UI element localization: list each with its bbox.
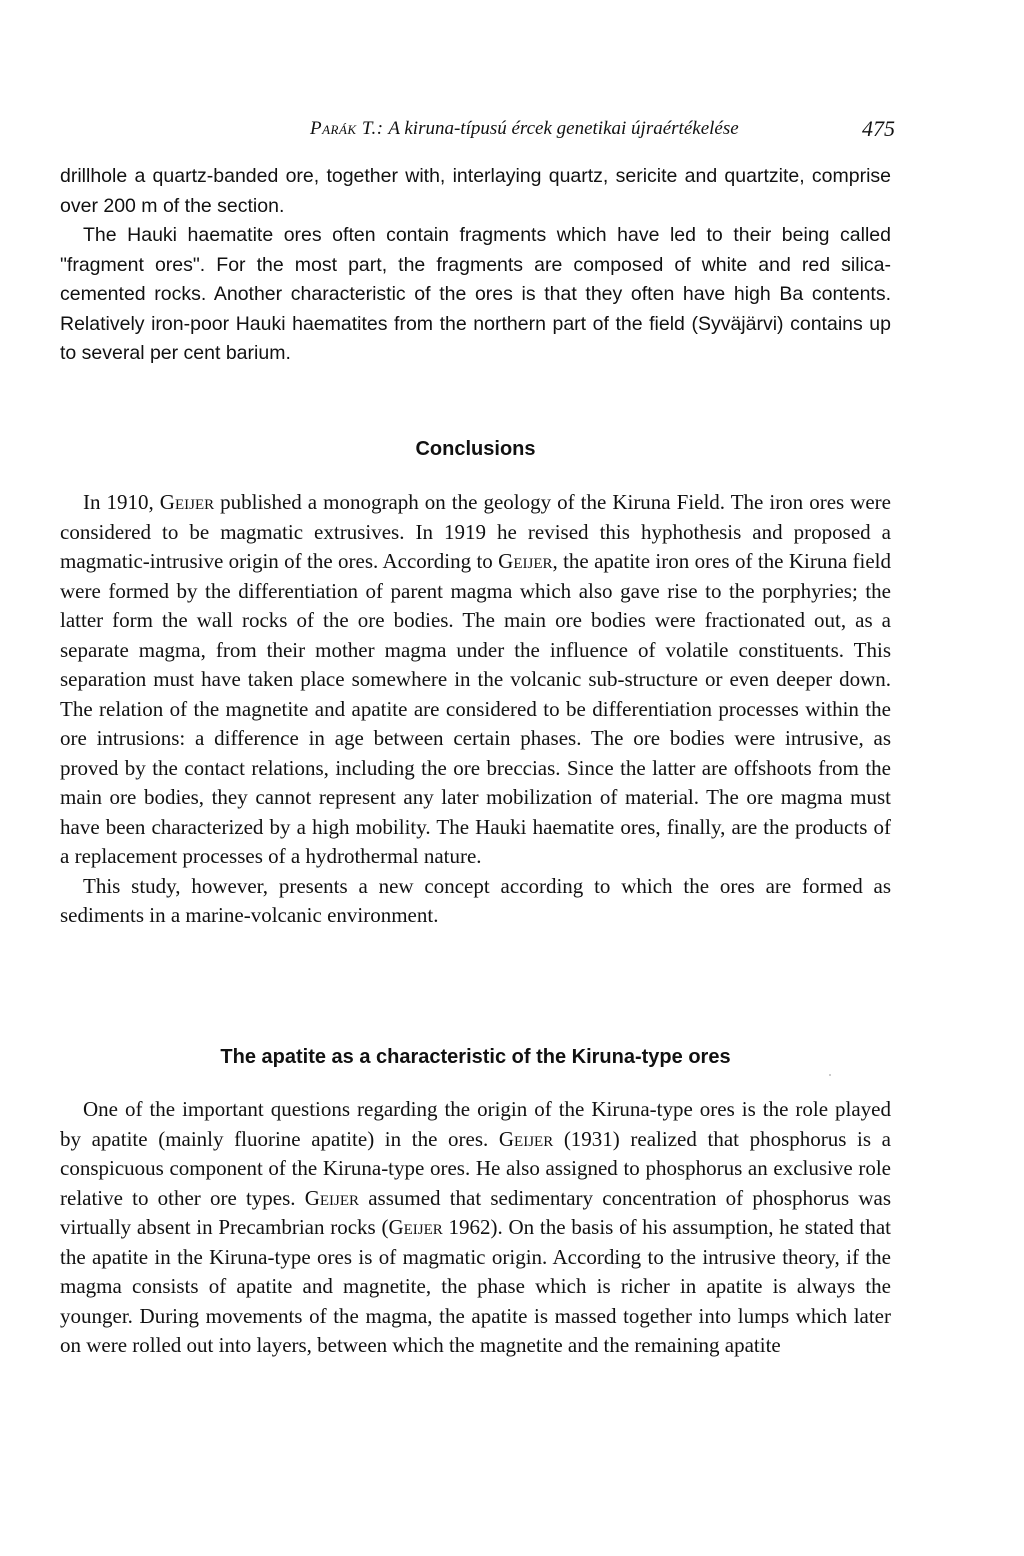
apatite-paragraph-1 (60, 1095, 891, 1361)
text-run: In 1910, (83, 490, 160, 514)
author-citation: Geijer (304, 1185, 360, 1210)
page-number: 475 (862, 116, 895, 141)
author-citation: Geijer (498, 1126, 554, 1151)
apatite-heading: The apatite as a characteristic of the Kiruna-type ores (220, 1046, 731, 1068)
header-author: Parák T.: (310, 118, 384, 139)
conclusions-section (60, 488, 891, 931)
scan-speck (829, 1074, 831, 1076)
text-run: One of the important questions regarding the origin of the Kiruna-type ores is the role played by apatite (mainly fluorine apatite) in the ores. (60, 1097, 891, 1151)
conclusions-heading: Conclusions (415, 438, 536, 460)
text-run: assumed that sedimentary concentration of phosphorus was virtually absent in Precambrian rocks ( (60, 1185, 891, 1239)
author-citation: Geijer (388, 1215, 443, 1239)
apatite-section (60, 1095, 891, 1361)
intro-section (60, 162, 891, 369)
conclusions-paragraph-1 (60, 488, 891, 872)
text-run: published a monograph on the geology of the Kiruna Field. The iron ores were considered to be magmatic extrusives. In 1919 he revised this hyphothesis and proposed a magmatic-intrusive origin of the ores. According to (60, 490, 891, 573)
intro-paragraph-2: The Hauki haematite ores often contain fragments which have led to their being called "fragment ores". For the most part, the fragments are composed of white and red silica-cemented rocks. Another characteristic of the ores is that they often have high Ba contents. Relatively iron-poor Hauki haematites from the northern part of the field (Syväjärvi) contains up to several per cent barium. (60, 224, 891, 364)
author-citation: Geijer (159, 490, 215, 514)
header-title: A kiruna-típusú ércek genetikai újraértékelése (388, 118, 739, 139)
text-run: , the apatite iron ores of the Kiruna field were formed by the differentiation of parent magma which also gave rise to the porphyries; the latter form the wall rocks of the ore bodies. The main ore bodies were fractionated out, as a separate magma, from their mother magma under the influence of volatile constituents. This separation must have taken place somewhere in the volcanic sub-structure or even deeper down. The relation of the magnetite and apatite are considered to be differentiation processes within the ore intrusions: a difference in age between certain phases. The ore bodies were intrusive, as proved by the contact relations, including the ore breccias. Since the latter are offshoots from the main ore bodies, they cannot represent any later mobilization of material. The ore magma must have been characterized by a high mobility. The Hauki haematite ores, finally, are the products of a replacement processes of a hydrothermal nature. (60, 549, 891, 868)
conclusions-paragraph-2: This study, however, presents a new concept according to which the ores are formed as sediments in a marine-volcanic environment. (60, 873, 891, 927)
intro-paragraph-1: drillhole a quartz-banded ore, together with, interlaying quartz, sericite and quartzite, comprise over 200 m of the section. (60, 165, 891, 217)
text-run: 1962). On the basis of his assumption, he stated that the apatite in the Kiruna-type ores is of magmatic origin. According to the intrusive theory, if the magma consists of apatite and magnetite, the phase which is richer in apatite is always the younger. During movements of the magma, the apatite is massed together into lumps which later on were rolled out into layers, between which the magnetite and the remaining apatite (60, 1215, 891, 1357)
text-run: (1931) realized that phosphorus is a conspicuous component of the Kiruna-type ores. He also assigned to phosphorus an exclusive role relative to other ore types. (60, 1126, 891, 1210)
author-citation: Geijer (498, 549, 553, 573)
running-header (310, 118, 895, 144)
